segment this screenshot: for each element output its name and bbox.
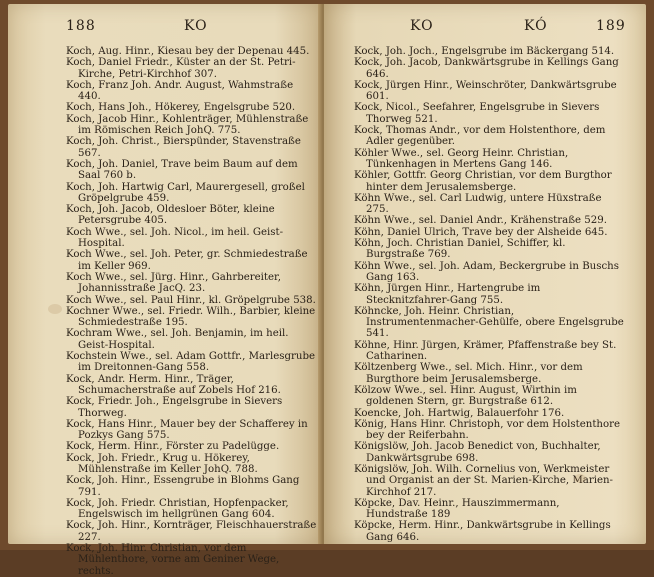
- directory-entry: Koch, Jacob Hinr., Kohlenträger, Mühlenstraße im Römischen Reich JohQ. 775.: [66, 113, 309, 137]
- left-page: [8, 4, 322, 577]
- directory-entry: Koch Wwe., sel. Jürg. Hinr., Gahrbereiter, Johannisstraße JacQ. 23.: [66, 271, 282, 295]
- directory-entry: Kock, Friedr. Joh., Engelsgrube in Sievers Thorweg.: [66, 396, 283, 419]
- directory-entry: Köpcke, Herm. Hinr., Dankwärtsgrube in Kellings Gang 646.: [354, 520, 611, 543]
- directory-entry: Koch, Joh. Hartwig Carl, Maurergesell, großel Gröpelgrube 459.: [66, 181, 305, 204]
- directory-entry: Koch, Joh. Christ., Bierspünder, Stavenstraße 567.: [66, 136, 301, 159]
- directory-entry: Kock, Hans Hinr., Mauer bey der Schafferey in Pozkys Gang 575.: [66, 418, 308, 442]
- entry-list-left: [66, 46, 318, 577]
- paper-stain: [574, 474, 586, 483]
- directory-entry: Königslöw, Joh. Wilh. Cornelius von, Werkmeister und Organist an der St. Marien-Kirche, Marien-Kirchhof 217.: [354, 463, 614, 498]
- directory-entry: Koencke, Joh. Hartwig, Balauerfohr 176.: [354, 407, 565, 419]
- page-number-left: 188: [66, 18, 96, 34]
- directory-entry: Königslöw, Joh. Jacob Benedict von, Buchhalter, Dankwärtsgrube 698.: [354, 441, 601, 464]
- directory-entry: Koch, Joh. Daniel, Trave beim Baum auf dem Saal 760 b.: [66, 158, 298, 182]
- directory-entry: Kock, Joh. Friedr., Krug u. Hökerey, Mühlenstraße im Keller JohQ. 788.: [66, 452, 258, 475]
- directory-entry: König, Hans Hinr. Christoph, vor dem Holstenthore bey der Reiferbahn.: [354, 418, 621, 442]
- entry-list-right: [354, 46, 624, 543]
- directory-entry: Koch Wwe., sel. Joh. Nicol., im heil. Geist-Hospital.: [66, 226, 284, 250]
- directory-entry: Kock, Thomas Andr., vor dem Holstenthore, dem Adler gegenüber.: [354, 125, 606, 148]
- running-head-right-2: KÓ: [524, 18, 548, 34]
- directory-entry: Köhn, Jürgen Hinr., Hartengrube im Stecknitzfahrer-Gang 755.: [354, 283, 541, 306]
- directory-entry: Koch, Joh. Jacob, Oldesloer Böter, kleine Petersgrube 405.: [66, 204, 275, 227]
- directory-entry: Kölzow Wwe., sel. Hinr. August, Wirthin im goldenen Stern, gr. Burgstraße 612.: [354, 384, 577, 408]
- paper-stain: [48, 304, 62, 314]
- directory-entry: Kock, Joh. Friedr. Christian, Hopfenpacker, Engelswisch im hellgrünen Gang 604.: [66, 497, 289, 521]
- directory-entry: Kochstein Wwe., sel. Adam Gottfr., Marlesgrube im Dreitonnen-Gang 558.: [66, 351, 316, 374]
- directory-entry: Kock, Nicol., Seefahrer, Engelsgrube in Sievers Thorweg 521.: [354, 102, 600, 125]
- directory-entry: Koch, Franz Joh. Andr. August, Wahmstraße 440.: [66, 79, 294, 103]
- running-head-left: KO: [184, 18, 208, 34]
- directory-entry: Köhn Wwe., sel. Daniel Andr., Krähenstraße 529.: [354, 215, 607, 227]
- directory-entry: Kock, Joh. Hinr. Christian, vor dem Mühlenthore, vorne am Geniner Wege, rechts.: [66, 543, 280, 577]
- directory-entry: Kock, Herm. Hinr., Förster zu Padelügge.: [66, 441, 280, 453]
- page-number-right: 189: [596, 18, 626, 34]
- directory-entry: Koch, Aug. Hinr., Kiesau bey der Depenau 445.: [66, 46, 310, 57]
- directory-entry: Köpcke, Dav. Heinr., Hauszimmermann, Hundstraße 189: [354, 497, 560, 521]
- directory-entry: Kock, Andr. Herm. Hinr., Träger, Schumacherstraße auf Zobels Hof 216.: [66, 373, 281, 396]
- directory-entry: Kock, Joh. Hinr., Kornträger, Fleischhauerstraße 227.: [66, 520, 317, 543]
- directory-entry: Köhn, Joch. Christian Daniel, Schiffer, kl. Burgstraße 769.: [354, 238, 566, 261]
- directory-entry: Koch, Hans Joh., Hökerey, Engelsgrube 520.: [66, 102, 296, 114]
- directory-entry: Koch Wwe., sel. Paul Hinr., kl. Gröpelgrube 538.: [66, 294, 316, 306]
- directory-entry: Kock, Joh. Jacob, Dankwärtsgrube in Kellings Gang 646.: [354, 57, 619, 80]
- directory-entry: Koch, Daniel Friedr., Küster an der St. Petri-Kirche, Petri-Kirchhof 307.: [66, 57, 296, 80]
- directory-entry: Köhn Wwe., sel. Joh. Adam, Beckergrube in Buschs Gang 163.: [354, 260, 619, 283]
- directory-entry: Kock, Joh. Hinr., Essengrube in Blohms Gang 791.: [66, 475, 300, 498]
- running-head-right-1: KO: [410, 18, 434, 34]
- directory-entry: Köhncke, Joh. Heinr. Christian, Instrumentenmacher-Gehülfe, obere Engelsgrube 541.: [354, 305, 624, 340]
- directory-entry: Köhler, Gottfr. Georg Christian, vor dem Burgthor hinter dem Jerusalemsberge.: [354, 170, 612, 193]
- directory-entry: Köhler Wwe., sel. Georg Heinr. Christian, Tünkenhagen in Mertens Gang 146.: [354, 147, 569, 170]
- directory-entry: Kochner Wwe., sel. Friedr. Wilh., Barbier, kleine Schmiedestraße 195.: [66, 305, 316, 329]
- directory-entry: Köhne, Hinr. Jürgen, Krämer, Pfaffenstraße bey St. Catharinen.: [354, 339, 617, 363]
- directory-entry: Kochram Wwe., sel. Joh. Benjamin, im heil. Geist-Hospital.: [66, 328, 289, 351]
- directory-entry: Koch Wwe., sel. Joh. Peter, gr. Schmiedestraße im Keller 969.: [66, 249, 308, 272]
- directory-entry: Kock, Jürgen Hinr., Weinschröter, Dankwärtsgrube 601.: [354, 79, 617, 103]
- directory-entry: Kock, Joh. Joch., Engelsgrube im Bäckergang 514.: [354, 46, 615, 57]
- directory-entry: Köhn, Daniel Ulrich, Trave bey der Alsheide 645.: [354, 226, 608, 238]
- right-page: [324, 4, 646, 544]
- directory-entry: Köhn Wwe., sel. Carl Ludwig, untere Hüxstraße 275.: [354, 192, 602, 216]
- directory-entry: Költzenberg Wwe., sel. Mich. Hinr., vor dem Burgthore beim Jerusalemsberge.: [354, 362, 583, 385]
